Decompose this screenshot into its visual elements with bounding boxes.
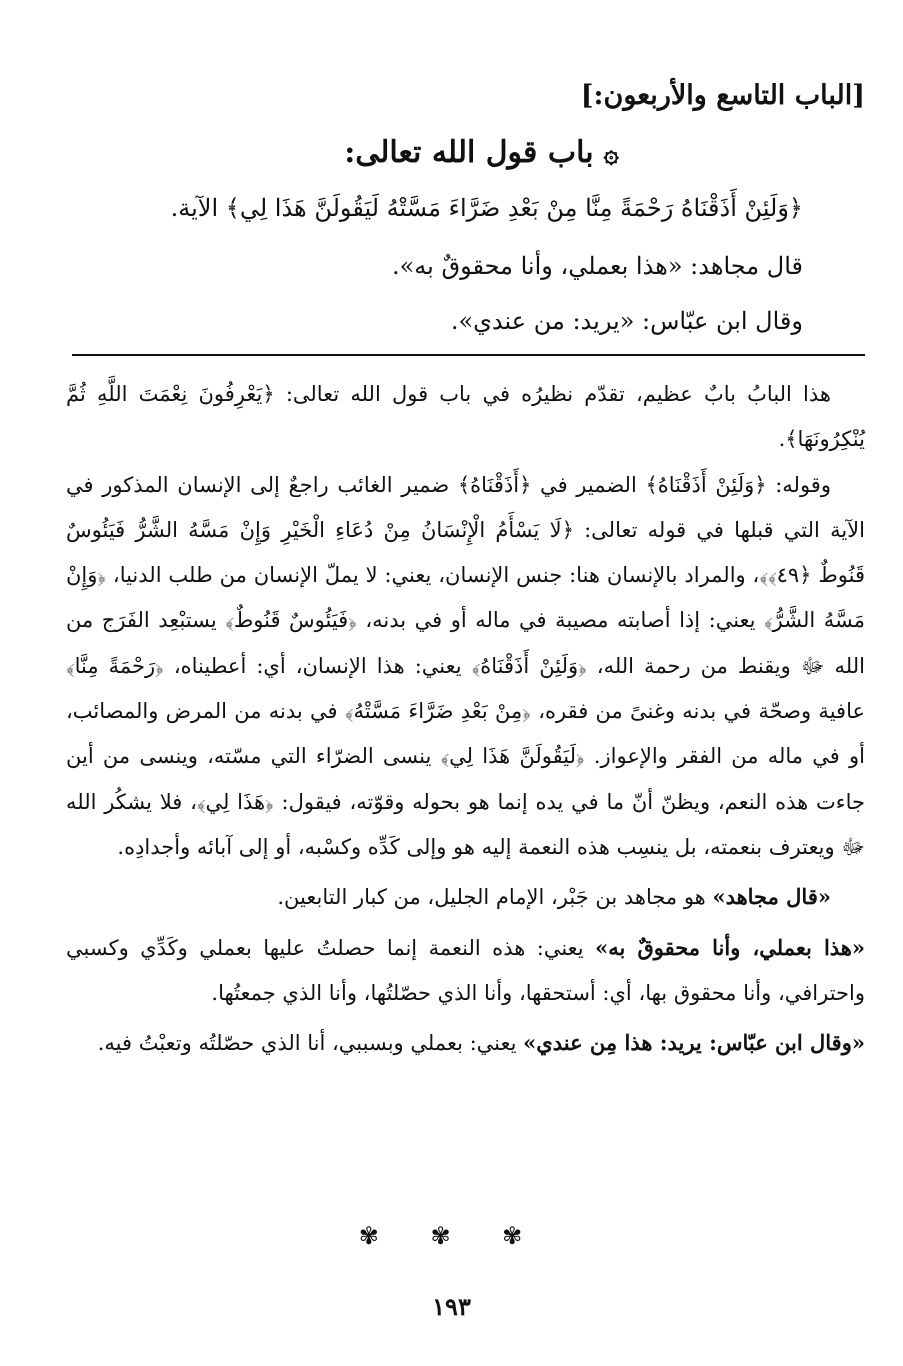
bab-title-text: باب قول الله تعالى: [344,135,594,170]
commentary-paragraph-2: وقوله: ﴿وَلَئِنْ أَذَقْنَاهُ﴾ الضمير في ﴿أَذَقْنَاهُ﴾ ضمير الغائب راجعٌ إلى الإنسان المذكور في الآية التي قبلها في قوله تعالى: ﴿لَا يَسْأَمُ الْإِنْسَانُ مِنْ دُعَاءِ الْخَيْرِ وَإِنْ مَسَّهُ الشَّرُّ فَيَئُوسٌ قَنُوطٌ ﴿٤٩﴾﴾، والمراد بالإنسان هنا: جنس الإنسان، يعني: لا يملّ الإنسان من طلب الدنيا، ﴿وَإِنْ مَسَّهُ الشَّرُّ﴾ يعني: إذا أصابته مصيبة في ماله أو في بدنه، ﴿فَيَئُوسٌ قَنُوطٌ﴾ يستبْعِد الفَرَج من الله ﷻ ويقنط من رحمة الله، ﴿وَلَئِنْ أَذَقْنَاهُ﴾ يعني: هذا الإنسان، أي: أعطيناه، ﴿رَحْمَةً مِنَّا﴾ عافية وصحّة في بدنه وغنىً من فقره، ﴿مِنْ بَعْدِ ضَرَّاءَ مَسَّتْهُ﴾ في بدنه من المرض والمصائب، أو في ماله من الفقر والإعواز. ﴿لَيَقُولَنَّ هَذَا لِي﴾ ينسى الضرّاء التي مسّته، وينسى من أين جاءت هذه النعم، ويظنّ أنّ ما في يده إنما هو بحوله وقوّته، فيقول: ﴿هَذَا لِي﴾، فلا يشكُر الله ﷻ ويعترف بنعمته، بل ينسِب هذه النعمة إليه هو وإلى كَدِّه وكسْبه، أو إلى آبائه وأجدادِه. [66,472,866,859]
quran-verse: ﴿وَلَئِنْ أَذَقْنَاهُ رَحْمَةً مِنَّا مِنْ بَعْدِ ضَرَّاءَ مَسَّتْهُ لَيَقُولَنَّ هَذَا لِي﴾ الآية. [170,194,803,222]
flower-ornaments-icon: ✾ ✾ ✾ [358,1222,545,1250]
commentary-paragraph-5 [66,1020,865,1066]
quoted-lead: «قال مجاهد» [712,884,831,910]
commentary-paragraph-4 [66,925,865,1017]
chapter-heading: [الباب التاسع والأربعون:] [580,80,865,111]
flower-ornament-icon: ۞ [603,139,619,169]
commentary-paragraph-1: هذا البابُ بابٌ عظيم، تقدّم نظيرُه في باب قول الله تعالى: ﴿يَعْرِفُونَ نِعْمَتَ اللَّهِ ثُمَّ يُنْكِرُونَهَا﴾. [66,382,865,452]
commentary-paragraph-3 [66,874,865,920]
separator-line [72,354,865,356]
mujahid-quote: قال مجاهد: «هذا بعملي، وأنا محقوقٌ به». [391,252,803,280]
ibn-abbas-quote: وقال ابن عبّاس: «يريد: من عندي». [450,307,803,335]
paragraph-text: يعني: بعملي وبسببي، أنا الذي حصّلتُه وتعبْتُ فيه. [97,1031,524,1056]
commentary [66,372,865,1066]
paragraph-text: هو مجاهد بن جَبْر، الإمام الجليل، من كبار التابعين. [277,885,713,910]
quoted-lead: «وقال ابن عبّاس: يريد: هذا مِن عندي» [523,1030,865,1056]
bab-title [0,135,903,170]
quoted-lead: «هذا بعملي، وأنا محقوقٌ به» [595,934,866,960]
page-number: ١٩٣ [432,1292,471,1321]
paragraph-text: يعني: هذه النعمة إنما حصلتُ عليها بعملي وكَدِّي وكسبي واحترافي، وأنا محقوق بها، أي: أستحقها، وأنا الذي حصّلتُها، وأنا الذي جمعتُها. [66,935,865,1005]
